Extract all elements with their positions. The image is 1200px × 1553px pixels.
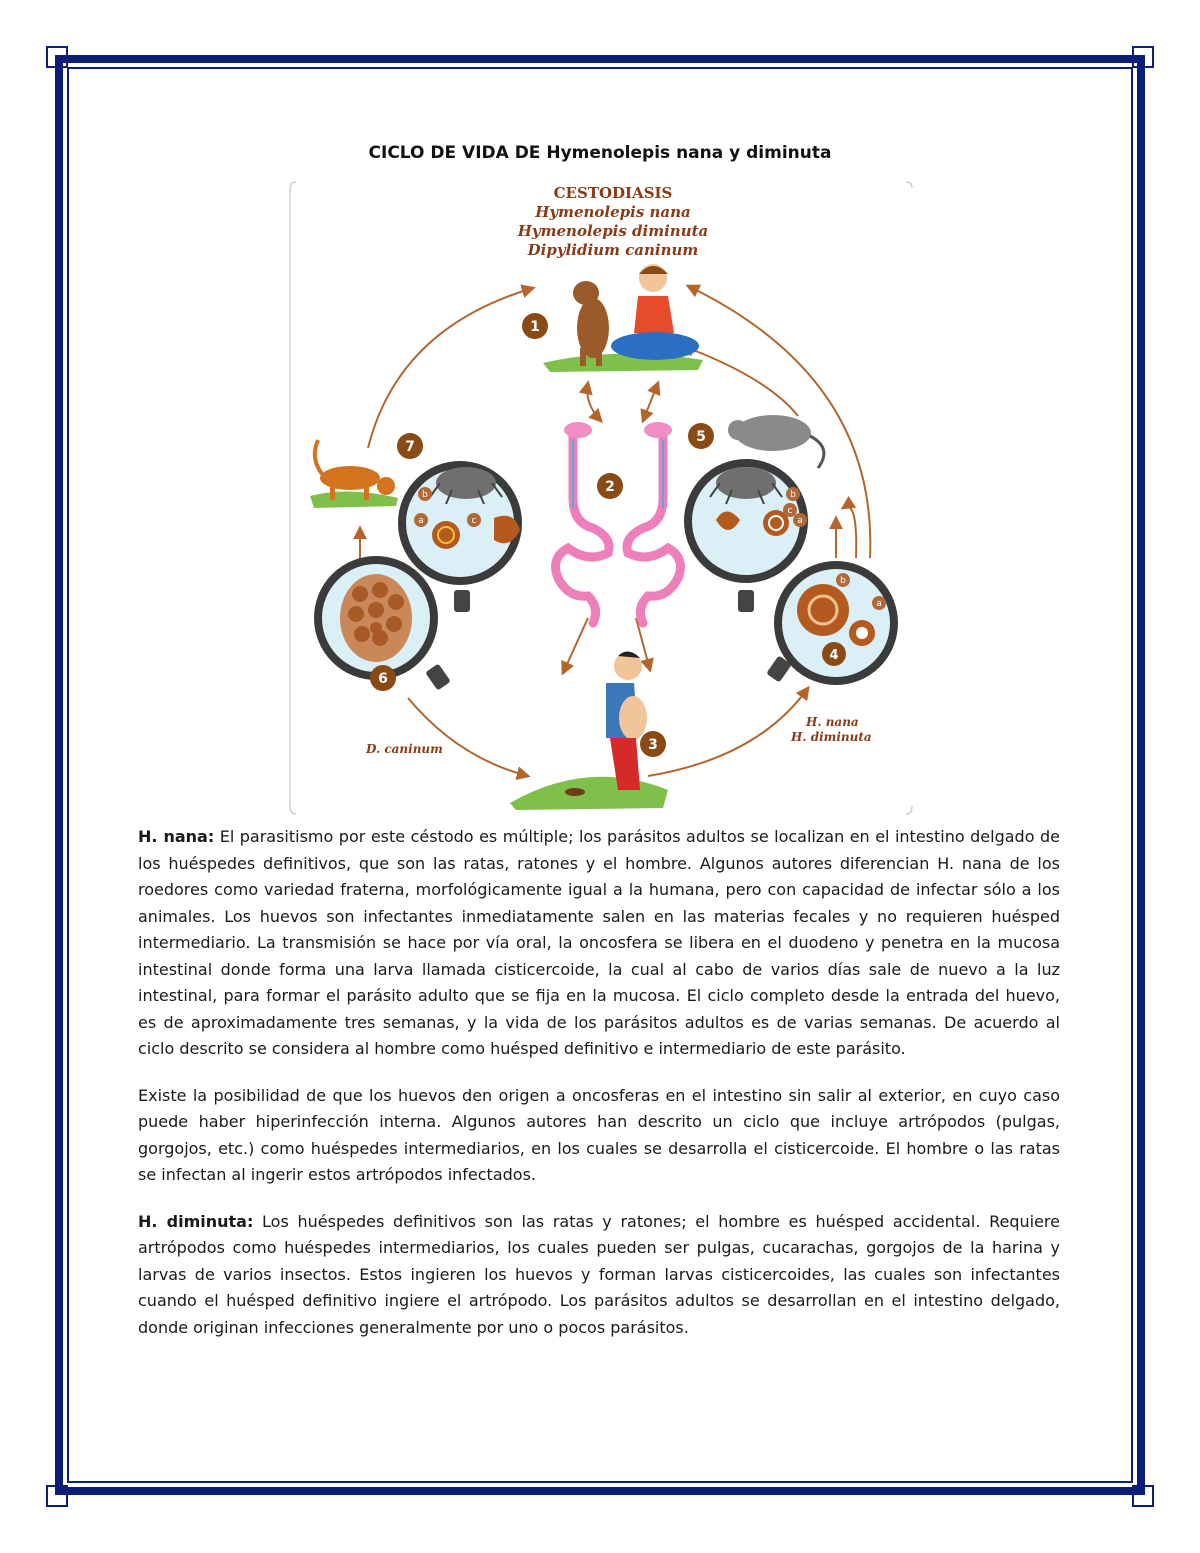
letter-5a: a (797, 516, 803, 526)
stage-number-6: 6 (378, 671, 388, 687)
figure-frame (290, 182, 296, 814)
letter-4b: b (840, 576, 846, 586)
intestine-stomach-right (644, 422, 672, 438)
stage-number-1: 1 (530, 319, 540, 335)
route-label-h-diminuta: H. diminuta (791, 730, 872, 744)
body-text (138, 824, 1060, 1361)
intestine-stomach-left (564, 422, 592, 438)
species-hymenolepis-diminuta: Hymenolepis diminuta (517, 222, 709, 240)
stage-number-4: 4 (829, 648, 839, 663)
stage-number-7: 7 (405, 439, 415, 455)
border-corner-top-left (46, 46, 68, 68)
page-title: CICLO DE VIDA DE Hymenolepis nana y diminuta (368, 143, 832, 163)
stage-number-5: 5 (696, 429, 706, 445)
letter-7c: c (471, 516, 477, 526)
route-label-d-caninum: D. caninum (366, 742, 443, 756)
letter-7b: b (422, 490, 428, 500)
species-dipylidium-caninum: Dipylidium caninum (527, 241, 699, 259)
stage-number-2: 2 (605, 479, 615, 495)
paragraph-h-nana-text: El parasitismo por este céstodo es múltiple; los parásitos adultos se localizan en el intestino delgado de los huéspedes definitivos, que son las ratas, ratones y el hombre. Algunos autores diferencian H. nana de los roedores como variedad fraterna, morfológicamente igual a la humana, pero con capacidad de infectar sólo a los animales. Los huevos son infectantes inmediatamente salen en las materias fecales y no requieren huésped intermediario. La transmisión se hace por vía oral, la oncosfera se libera en el duodeno y penetra en la mucosa intestinal donde forma una larva llamada cisticercoide, la cual al cabo de varios días sale de nuevo a la luz intestinal, para formar el parásito adulto que se fija en la mucosa. El ciclo completo desde la entrada del huevo, es de aproximadamente tres semanas, y la vida de los parásitos adultos es de varias semanas. De acuerdo al ciclo descrito se considera al hombre como huésped definitivo e intermediario de este parásito. (138, 827, 1060, 1058)
paragraph-h-diminuta-lead: H. diminuta: (138, 1211, 254, 1231)
scene-man-defecating (510, 651, 668, 810)
paragraph-h-nana (138, 824, 1060, 1063)
paragraph-h-diminuta (138, 1209, 1060, 1342)
paragraph-h-diminuta-text: Los huéspedes definitivos son las ratas y ratones; el hombre es huésped accidental. Requiere artrópodos como huéspedes intermediarios, los cuales pueden ser pulgas, cucarachas, gorgojos de la harina y larvas de varios insectos. Estos ingieren los huevos y forman larvas cisticercoides, las cuales son infectantes cuando el huésped definitivo ingiere el artrópodo. Los parásitos adultos se desarrollan en el intestino delgado, donde originan infecciones generalmente por uno o pocos parásitos. (138, 1211, 1060, 1337)
letter-5b: b (790, 490, 796, 500)
border-corner-bottom-right (1132, 1485, 1154, 1507)
figure-heading: CESTODIASIS (553, 184, 673, 202)
letter-4a: a (876, 599, 882, 609)
route-label-h-nana: H. nana (806, 715, 859, 729)
scene-dog-and-child (543, 264, 703, 372)
border-corner-top-right (1132, 46, 1154, 68)
species-hymenolepis-nana: Hymenolepis nana (535, 203, 691, 221)
intestine-diagram (556, 433, 681, 623)
paragraph-hyperinfection-text: Existe la posibilidad de que los huevos den origen a oncosferas en el intestino sin salir al exterior, en cuyo caso puede haber hiperinfección interna. Algunos autores han descrito un ciclo que incluye artrópodos (pulgas, gorgojos, etc.) como huéspedes intermediarios, en los cuales se desarrolla el cisticercoide. El hombre o las ratas se infectan al ingerir estos artrópodos infectados. (138, 1085, 1060, 1184)
stage-number-3: 3 (648, 737, 658, 753)
paragraph-h-nana-lead: H. nana: (138, 827, 215, 846)
letter-5c: c (787, 506, 793, 516)
dog-sniffing-illustration (310, 440, 398, 508)
letter-7a: a (418, 516, 424, 526)
life-cycle-figure (288, 178, 918, 818)
border-corner-bottom-left (46, 1485, 68, 1507)
paragraph-hyperinfection (138, 1083, 1060, 1189)
